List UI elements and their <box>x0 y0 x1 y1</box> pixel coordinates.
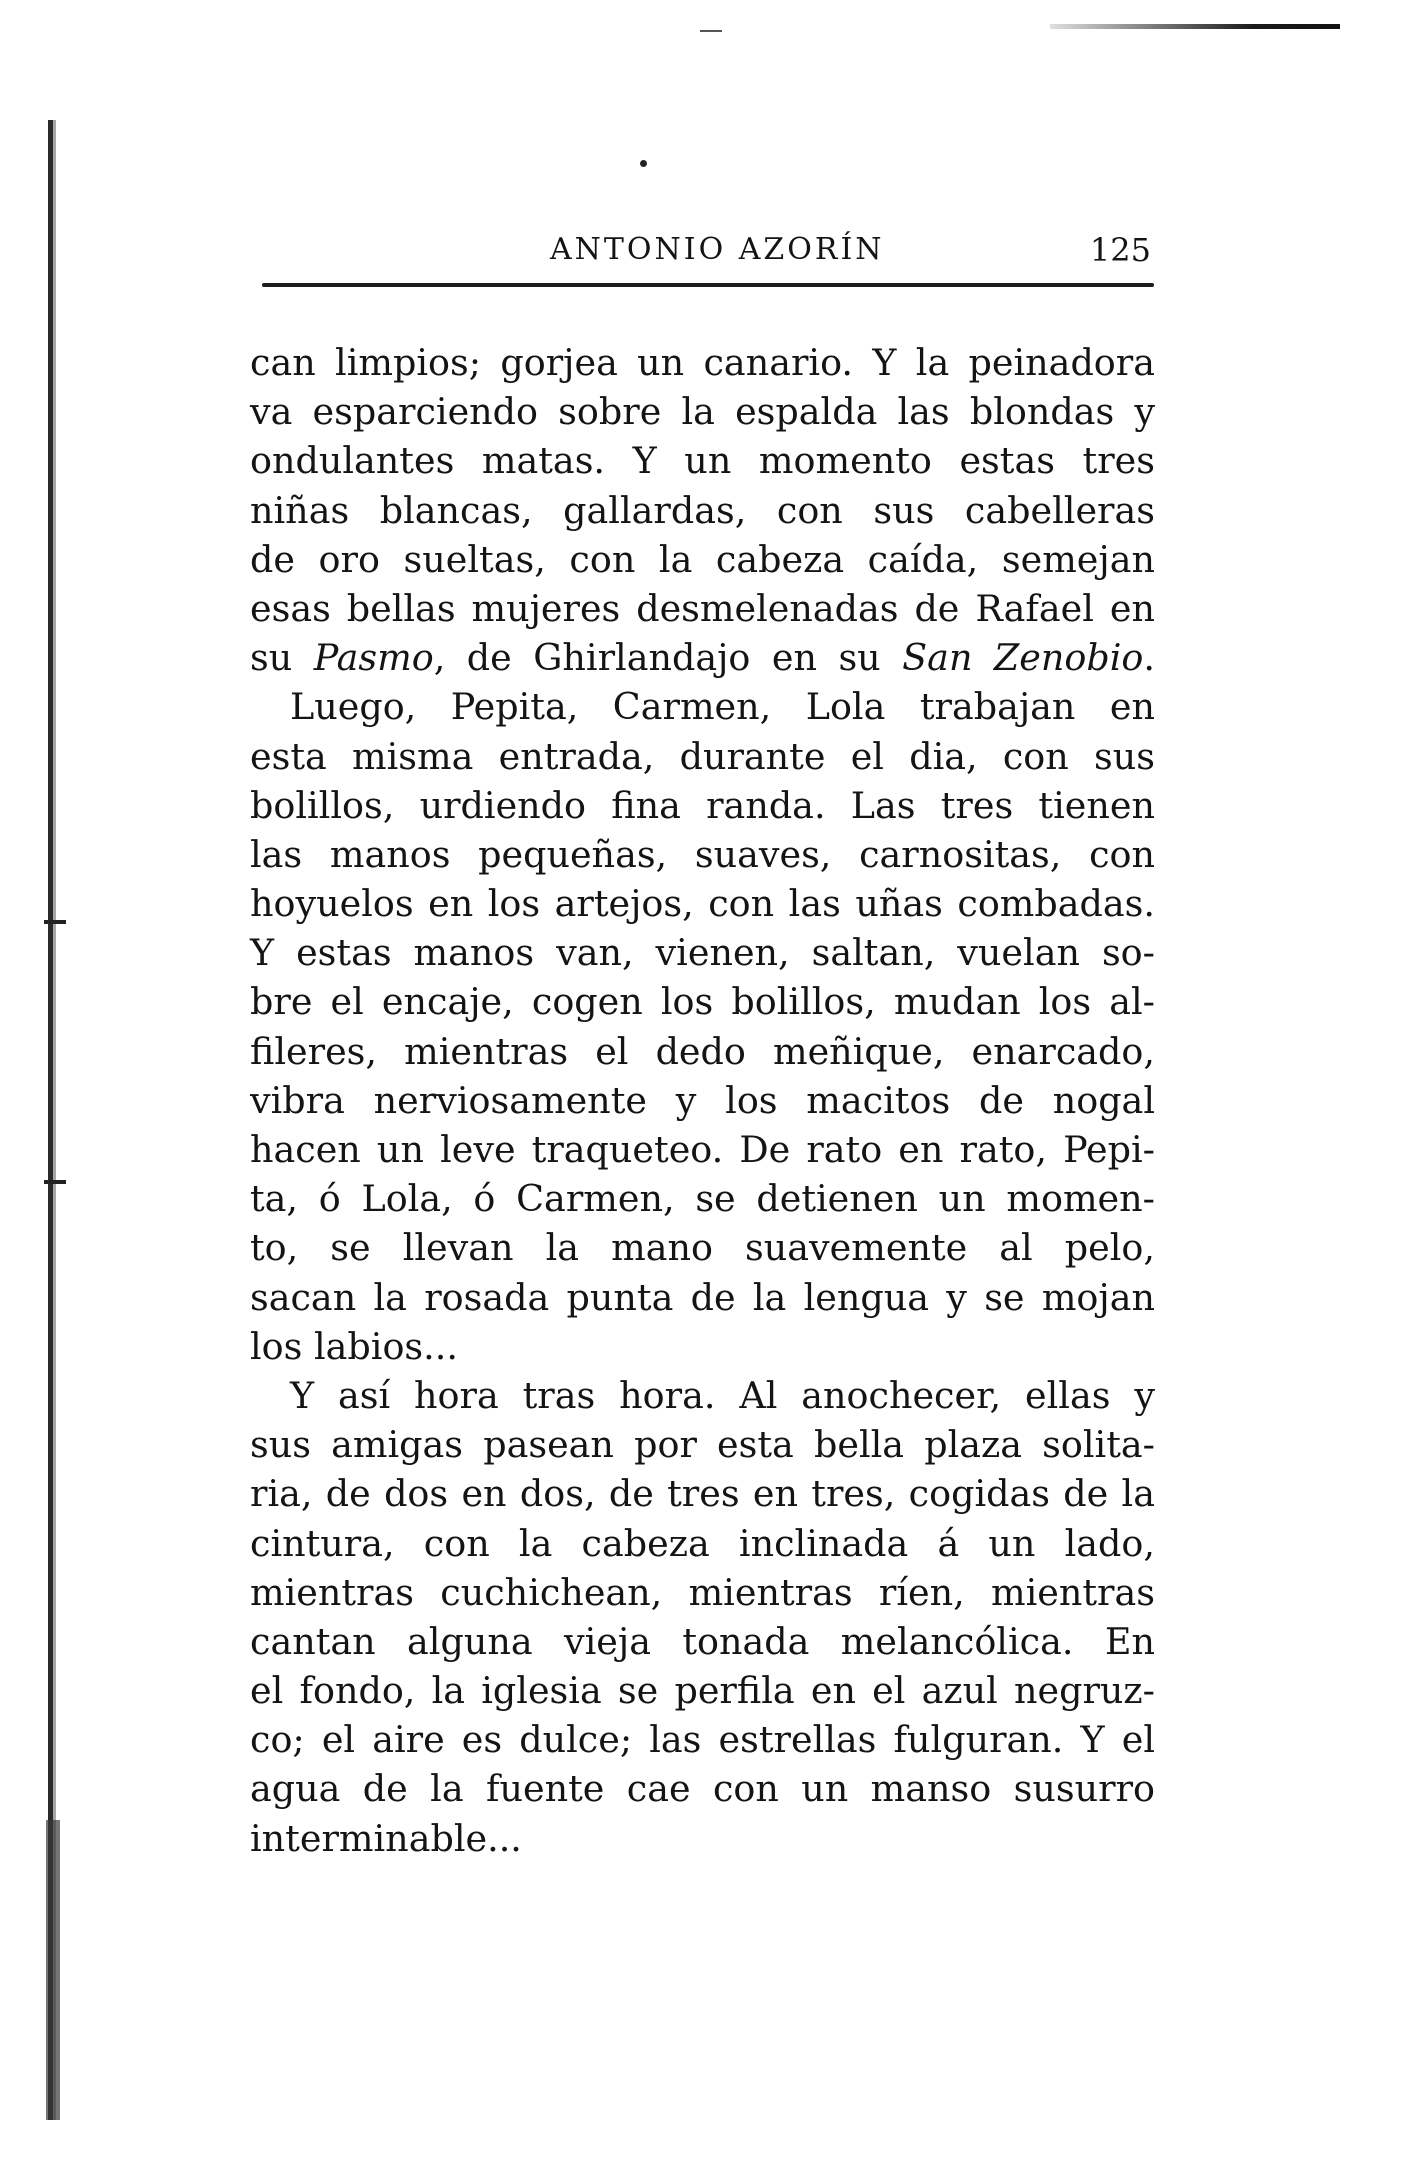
paragraph-end-line: los labios... <box>250 1324 458 1368</box>
text-line: hoyuelos en los artejos, con las uñas combadas. <box>250 882 1155 926</box>
text-line: cantan alguna vieja tonada melancólica. En <box>250 1619 1155 1663</box>
top-tick-mark <box>700 30 722 32</box>
paragraph-start-line: Y así hora tras hora. Al anochecer, ellas y <box>290 1373 1155 1417</box>
text-line: agua de la fuente cae con un manso susurro <box>250 1767 1155 1811</box>
ink-dot <box>640 160 647 167</box>
text-line: el fondo, la iglesia se perfila en el azul negruz- <box>250 1669 1155 1713</box>
text-line: ria, de dos en dos, de tres en tres, cogidas de la <box>250 1472 1155 1516</box>
artwork-title-san-zenobio: San Zenobio <box>902 636 1144 680</box>
text-line: fileres, mientras el dedo meñique, enarcado, <box>250 1029 1155 1073</box>
text-line: vibra nerviosamente y los macitos de nogal <box>250 1078 1155 1122</box>
text-line: niñas blancas, gallardas, con sus cabelleras <box>250 488 1155 532</box>
body-text <box>250 338 1155 1863</box>
text-line: mientras cuchichean, mientras ríen, mientras <box>250 1570 1155 1614</box>
top-edge-mark <box>1050 24 1340 29</box>
text-line: sus amigas pasean por esta bella plaza solita- <box>250 1423 1155 1467</box>
text-line: esas bellas mujeres desmelenadas de Rafael en <box>250 586 1155 630</box>
text-line: esta misma entrada, durante el dia, con sus <box>250 734 1155 778</box>
page-number: 125 <box>1089 231 1151 269</box>
text-line: cintura, con la cabeza inclinada á un lado, <box>250 1521 1155 1565</box>
text-line: ondulantes matas. Y un momento estas tres <box>250 439 1155 483</box>
text-line: hacen un leve traqueteo. De rato en rato, Pepi- <box>250 1128 1155 1171</box>
text-line: las manos pequeñas, suaves, carnositas, con <box>250 832 1155 876</box>
text-line: co; el aire es dulce; las estrellas fulguran. Y el <box>250 1718 1155 1762</box>
text-fragment: su <box>250 636 314 680</box>
text-line: sacan la rosada punta de la lengua y se mojan <box>250 1275 1155 1319</box>
running-head <box>265 230 1155 270</box>
header-rule <box>262 283 1154 287</box>
text-line-with-titles <box>250 633 1155 682</box>
text-line: bolillos, urdiendo fina randa. Las tres tienen <box>250 783 1155 827</box>
text-fragment: . <box>1143 636 1155 680</box>
page-binding-edge <box>44 120 66 2120</box>
text-line: ta, ó Lola, ó Carmen, se detienen un momen- <box>250 1177 1155 1221</box>
text-line: to, se llevan la mano suavemente al pelo, <box>250 1226 1155 1270</box>
artwork-title-pasmo: Pasmo <box>313 636 434 680</box>
text-fragment: , de Ghirlandajo en su <box>433 636 903 680</box>
running-title: ANTONIO AZORÍN <box>550 232 885 267</box>
paragraph-start-line: Luego, Pepita, Carmen, Lola trabajan en <box>290 685 1155 729</box>
text-line: can limpios; gorjea un canario. Y la peinadora <box>250 341 1155 384</box>
text-line: de oro sueltas, con la cabeza caída, semejan <box>250 537 1155 581</box>
paragraph-end-line: interminable... <box>250 1816 522 1860</box>
text-line: bre el encaje, cogen los bolillos, mudan los al- <box>250 980 1155 1024</box>
text-line: va esparciendo sobre la espalda las blondas y <box>250 390 1155 434</box>
text-line: Y estas manos van, vienen, saltan, vuelan so- <box>250 931 1155 975</box>
